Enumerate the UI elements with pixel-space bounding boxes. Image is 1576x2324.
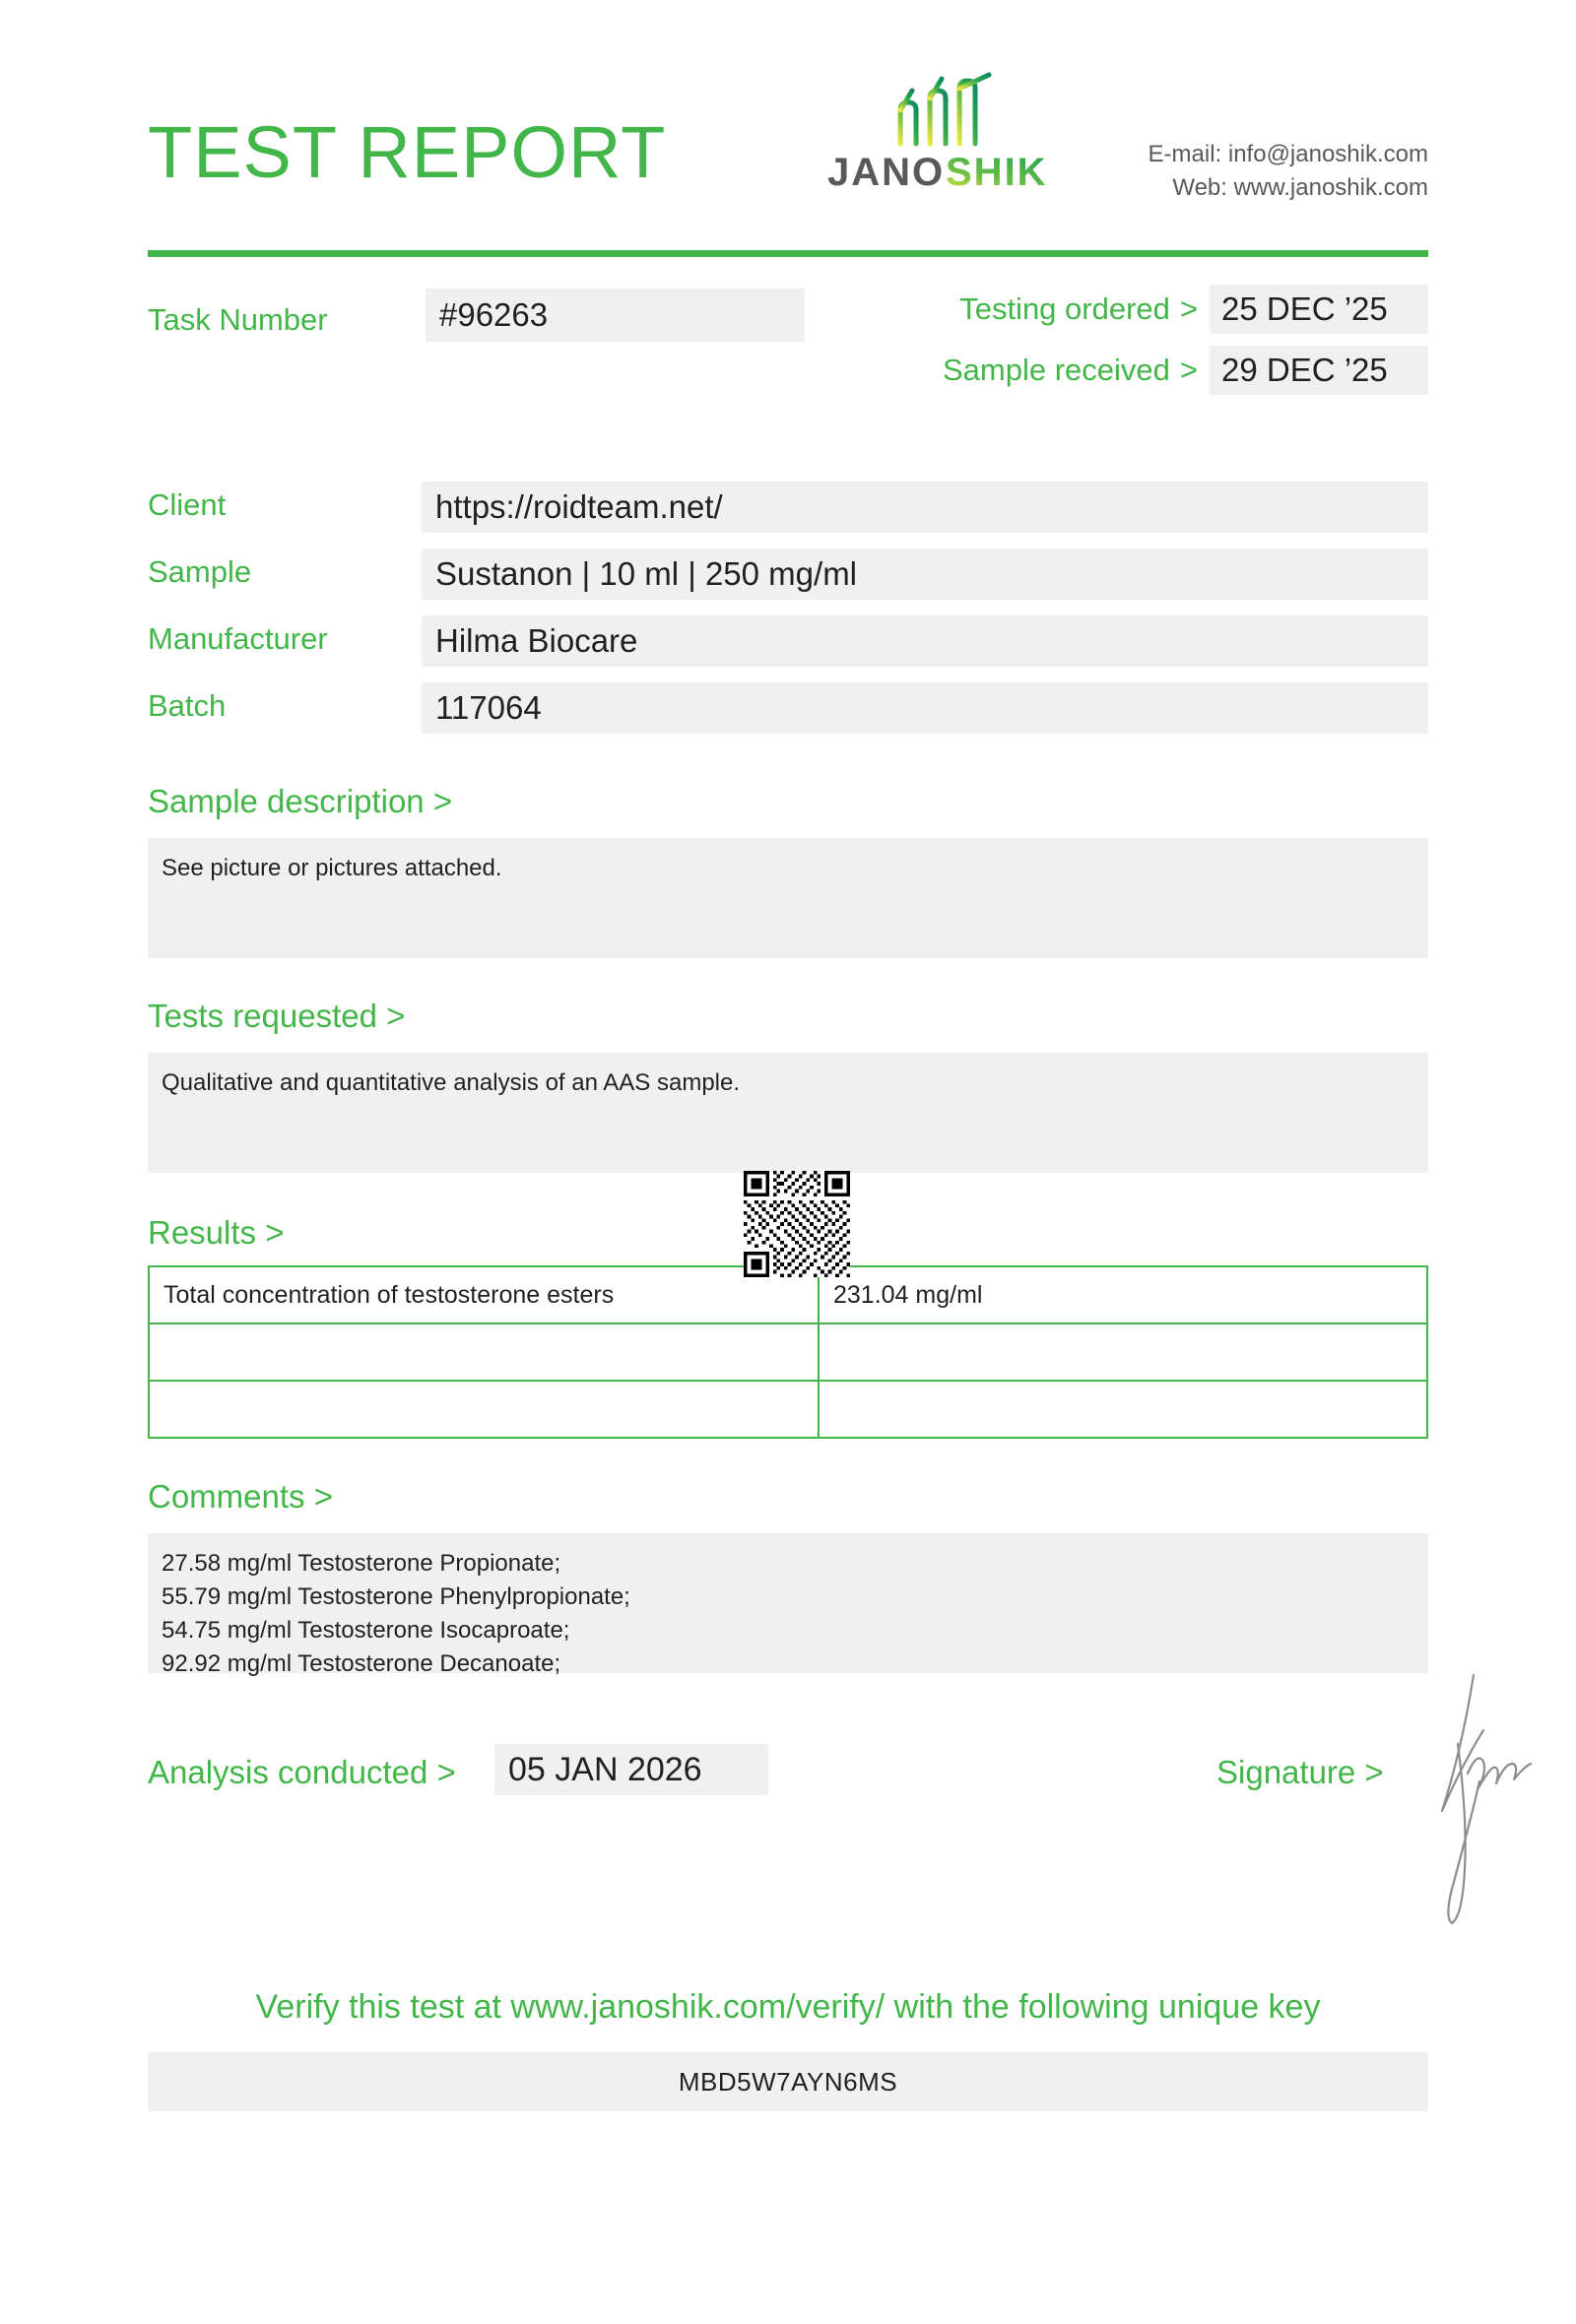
- results-table: [148, 1265, 1428, 1439]
- sample-received-value: 29 DEC ’25: [1210, 346, 1428, 395]
- arrow-icon: >: [1179, 291, 1198, 326]
- sample-description-section: [148, 783, 1428, 958]
- sample-description-box: [148, 838, 1428, 958]
- analysis-conducted-label: Analysis conducted >: [148, 1754, 456, 1790]
- info-row-batch: [148, 682, 1428, 734]
- comments-heading: Comments >: [148, 1478, 333, 1515]
- client-value: https://roidteam.net/: [422, 482, 1428, 533]
- sample-label: Sample: [148, 554, 252, 589]
- janoshik-logo: [827, 71, 1064, 195]
- tests-requested-section: [148, 998, 1428, 1173]
- manufacturer-value: Hilma Biocare: [422, 615, 1428, 667]
- header-divider: [148, 250, 1428, 257]
- signature-image: [1428, 1673, 1576, 1929]
- tests-requested-text: Qualitative and quantitative analysis of an AAS sample.: [162, 1069, 741, 1096]
- dates-block: [877, 285, 1428, 407]
- signature-label: Signature >: [1216, 1754, 1384, 1790]
- sample-description-heading: Sample description >: [148, 783, 453, 819]
- sample-received-label: Sample received: [942, 353, 1170, 387]
- manufacturer-label: Manufacturer: [148, 621, 328, 656]
- task-number-label: Task Number: [148, 302, 328, 337]
- result-value: [819, 1323, 1427, 1381]
- unique-key-value: MBD5W7AYN6MS: [148, 2052, 1428, 2111]
- logo-chart-icon: [886, 71, 1005, 148]
- analysis-conducted-value: 05 JAN 2026: [494, 1744, 768, 1795]
- tests-requested-box: [148, 1053, 1428, 1173]
- comments-section: [148, 1478, 1428, 1677]
- comments-box: [148, 1533, 1428, 1677]
- testing-ordered-value: 25 DEC ’25: [1210, 285, 1428, 334]
- verify-text: Verify this test at www.janoshik.com/verify/ with the following unique key: [255, 1988, 1321, 2026]
- batch-value: 117064: [422, 682, 1428, 734]
- result-value: [819, 1381, 1427, 1438]
- info-row-sample: [148, 549, 1428, 600]
- comment-line: 27.58 mg/ml Testosterone Propionate;: [162, 1550, 561, 1577]
- task-number-value: #96263: [426, 289, 805, 342]
- results-section-header: [148, 1208, 1428, 1265]
- logo-wordmark: [827, 150, 1064, 195]
- testing-ordered-label: Testing ordered: [959, 291, 1170, 326]
- result-value: 231.04 mg/ml: [819, 1266, 1427, 1323]
- testing-ordered-row: [877, 285, 1428, 334]
- client-label: Client: [148, 487, 227, 522]
- result-name: [149, 1323, 819, 1381]
- report-header: [148, 0, 1428, 246]
- sample-info-block: [148, 482, 1428, 734]
- comment-line: 55.79 mg/ml Testosterone Phenylpropionate;: [162, 1583, 630, 1610]
- arrow-icon: >: [1179, 353, 1198, 387]
- logo-text-shik: SHIK: [946, 151, 1048, 194]
- sample-value: Sustanon | 10 ml | 250 mg/ml: [422, 549, 1428, 600]
- table-row: [149, 1381, 1427, 1438]
- batch-label: Batch: [148, 688, 227, 723]
- contact-info: [1149, 138, 1428, 205]
- tests-requested-heading: Tests requested >: [148, 998, 406, 1034]
- qr-code-icon: [744, 1171, 850, 1277]
- info-row-client: [148, 482, 1428, 533]
- sample-description-text: See picture or pictures attached.: [162, 855, 502, 881]
- logo-text-jano: JANO: [827, 151, 946, 194]
- result-name: Total concentration of testosterone esters: [149, 1266, 819, 1323]
- results-heading: Results >: [148, 1214, 285, 1251]
- task-and-dates-row: [148, 289, 1428, 436]
- page-title: TEST REPORT: [148, 111, 667, 193]
- sample-received-row: [877, 346, 1428, 395]
- info-row-manufacturer: [148, 615, 1428, 667]
- result-name: [149, 1381, 819, 1438]
- table-row: [149, 1323, 1427, 1381]
- contact-web: Web: www.janoshik.com: [1172, 174, 1428, 201]
- analysis-signature-row: [148, 1732, 1428, 1929]
- contact-email: E-mail: info@janoshik.com: [1148, 141, 1428, 167]
- comment-line: 54.75 mg/ml Testosterone Isocaproate;: [162, 1617, 570, 1644]
- comment-line: 92.92 mg/ml Testosterone Decanoate;: [162, 1650, 561, 1677]
